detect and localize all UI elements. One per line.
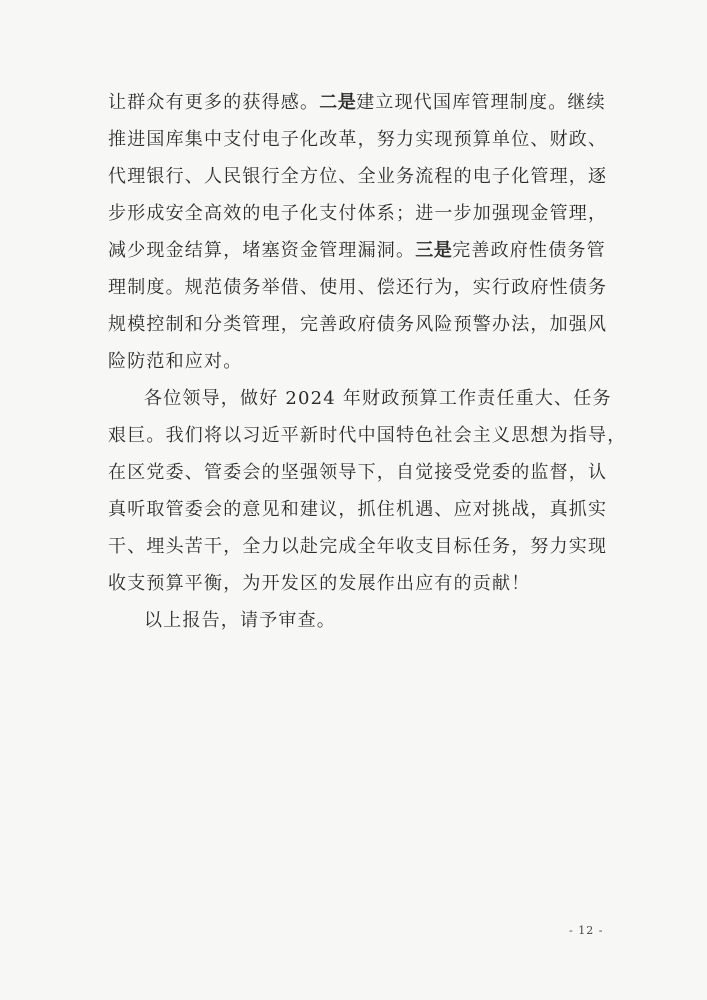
- paragraph-1-line-8: 险防范和应对。: [108, 351, 243, 372]
- paragraph-2-line-4: 真听取管委会的意见和建议，抓住机遇、应对挑战，真抓实: [108, 499, 608, 520]
- paragraph-2-line-5: 干、埋头苦干，全力以赴完成全年收支目标任务，努力实现: [108, 536, 608, 557]
- bold-keyword: 三是: [415, 240, 453, 261]
- paragraph-1-line-4: 步形成安全高效的电子化支付体系；进一步加强现金管理，: [108, 203, 608, 224]
- paragraph-1-line-2: 推进国库集中支付电子化改革，努力实现预算单位、财政、: [108, 129, 608, 150]
- paragraph-2-line-6: 收支预算平衡，为开发区的发展作出应有的贡献！: [108, 573, 531, 594]
- paragraph-1-line-1: [108, 84, 606, 121]
- paragraph-2-line-2: 艰巨。我们将以习近平新时代中国特色社会主义思想为指导，: [108, 425, 627, 446]
- paragraph-2-line-3: 在区党委、管委会的坚强领导下，自觉接受党委的监督，认: [108, 462, 608, 483]
- paragraph-1-line-5: [108, 232, 606, 269]
- text-span: 建立现代国库管理制度。继续: [356, 92, 606, 113]
- text-span: 让群众有更多的获得感。: [108, 92, 320, 113]
- bold-keyword: 二是: [319, 92, 357, 113]
- body-text: [108, 84, 627, 639]
- paragraph-1-line-6: 理制度。规范债务举借、使用、偿还行为，实行政府性债务: [108, 277, 608, 298]
- paragraph-1-line-7: 规模控制和分类管理，完善政府债务风险预警办法，加强风: [108, 314, 608, 335]
- page-number: - 12 -: [569, 924, 604, 937]
- text-span: 完善政府性债务管: [452, 240, 606, 261]
- text-span: 减少现金结算，堵塞资金管理漏洞。: [108, 240, 416, 261]
- paragraph-2-line-1: 各位领导，做好 2024 年财政预算工作责任重大、任务: [144, 388, 612, 409]
- paragraph-3-line-1: 以上报告，请予审查。: [144, 610, 336, 631]
- paragraph-1-line-3: 代理银行、人民银行全方位、全业务流程的电子化管理，逐: [108, 166, 608, 187]
